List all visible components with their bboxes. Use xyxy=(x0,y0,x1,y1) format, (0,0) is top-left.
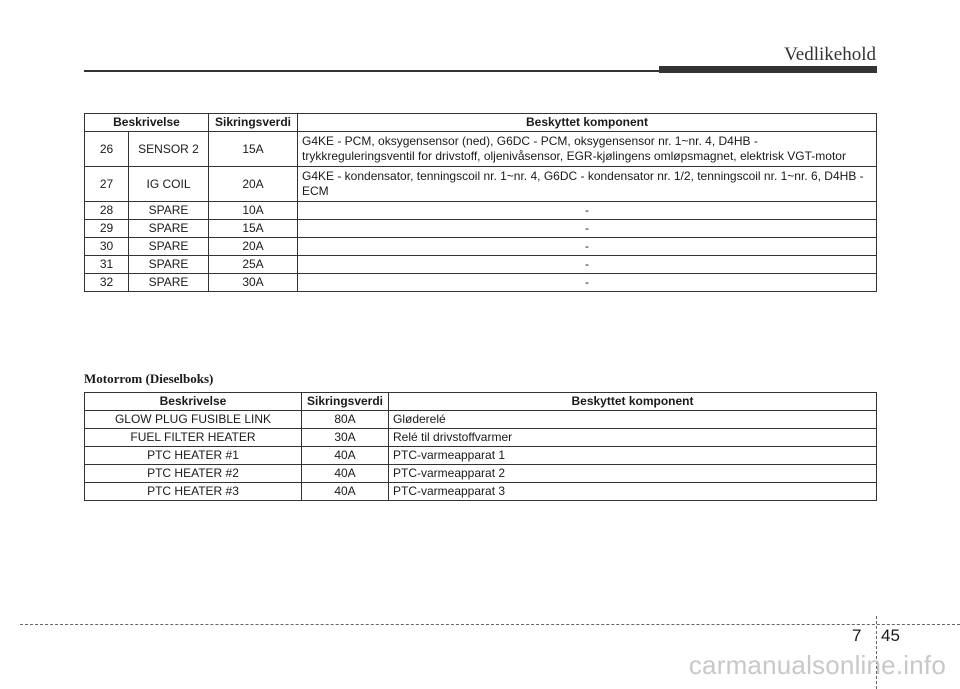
fuse-rating: 30A xyxy=(209,274,298,292)
fuse-name: SENSOR 2 xyxy=(129,132,209,167)
table-row xyxy=(85,132,877,167)
protected-component: PTC-varmeapparat 1 xyxy=(389,447,877,465)
column-header-description: Beskrivelse xyxy=(85,114,209,132)
fuse-rating: 20A xyxy=(209,167,298,202)
fuse-rating: 40A xyxy=(302,465,389,483)
fuse-name: SPARE xyxy=(129,220,209,238)
fuse-number: 31 xyxy=(85,256,129,274)
table-row xyxy=(85,167,877,202)
column-header-rating: Sikringsverdi xyxy=(209,114,298,132)
fuse-number: 29 xyxy=(85,220,129,238)
page-number: 45 xyxy=(881,626,900,645)
protected-component: G4KE - PCM, oksygensensor (ned), G6DC - PCM, oksygensensor nr. 1~nr. 4, D4HB - trykkreguleringsventil for drivstoff, oljenivåsensor, EGR-kjølingens omløpsmagnet, elektrisk VGT-motor xyxy=(298,132,877,167)
table-row xyxy=(85,202,877,220)
fuse-name: PTC HEATER #3 xyxy=(85,483,302,501)
table-row xyxy=(85,274,877,292)
table-row xyxy=(85,465,877,483)
column-header-description: Beskrivelse xyxy=(85,393,302,411)
fuse-rating: 40A xyxy=(302,483,389,501)
header-rule-thick xyxy=(659,66,877,73)
fuse-number: 28 xyxy=(85,202,129,220)
fuse-name: PTC HEATER #1 xyxy=(85,447,302,465)
fuse-table-2 xyxy=(84,392,877,501)
table-row xyxy=(85,238,877,256)
protected-component: - xyxy=(298,238,877,256)
fuse-number: 32 xyxy=(85,274,129,292)
watermark: carmanualsonline.info xyxy=(688,650,946,680)
protected-component: - xyxy=(298,220,877,238)
protected-component: Relé til drivstoffvarmer xyxy=(389,429,877,447)
protected-component: - xyxy=(298,202,877,220)
fuse-rating: 40A xyxy=(302,447,389,465)
chapter-number: 7 xyxy=(852,626,862,645)
section-title-diesel-box: Motorrom (Dieselboks) xyxy=(84,371,214,386)
fuse-name: PTC HEATER #2 xyxy=(85,465,302,483)
protected-component: PTC-varmeapparat 2 xyxy=(389,465,877,483)
fuse-rating: 80A xyxy=(302,411,389,429)
fuse-number: 30 xyxy=(85,238,129,256)
column-header-rating: Sikringsverdi xyxy=(302,393,389,411)
header-rule xyxy=(84,70,659,72)
fuse-name: GLOW PLUG FUSIBLE LINK xyxy=(85,411,302,429)
table-row xyxy=(85,429,877,447)
protected-component: PTC-varmeapparat 3 xyxy=(389,483,877,501)
table-header-row xyxy=(85,114,877,132)
table-row xyxy=(85,447,877,465)
protected-component: - xyxy=(298,274,877,292)
fuse-rating: 15A xyxy=(209,132,298,167)
fuse-name: FUEL FILTER HEATER xyxy=(85,429,302,447)
fuse-name: SPARE xyxy=(129,274,209,292)
fuse-rating: 25A xyxy=(209,256,298,274)
fuse-rating: 10A xyxy=(209,202,298,220)
fuse-number: 27 xyxy=(85,167,129,202)
table-row xyxy=(85,411,877,429)
fuse-name: SPARE xyxy=(129,238,209,256)
protected-component: G4KE - kondensator, tenningscoil nr. 1~nr. 4, G6DC - kondensator nr. 1/2, tenningscoil nr. 1~nr. 6, D4HB - ECM xyxy=(298,167,877,202)
fuse-name: SPARE xyxy=(129,202,209,220)
footer-divider xyxy=(20,624,960,625)
fuse-name: SPARE xyxy=(129,256,209,274)
table-row xyxy=(85,256,877,274)
table-row xyxy=(85,220,877,238)
fuse-table-1 xyxy=(84,113,877,292)
protected-component: - xyxy=(298,256,877,274)
fuse-rating: 30A xyxy=(302,429,389,447)
column-header-component: Beskyttet komponent xyxy=(298,114,877,132)
fuse-rating: 15A xyxy=(209,220,298,238)
fuse-number: 26 xyxy=(85,132,129,167)
page-section-title: Vedlikehold xyxy=(784,44,876,65)
column-header-component: Beskyttet komponent xyxy=(389,393,877,411)
fuse-name: IG COIL xyxy=(129,167,209,202)
fuse-rating: 20A xyxy=(209,238,298,256)
table-header-row xyxy=(85,393,877,411)
protected-component: Gløderelé xyxy=(389,411,877,429)
table-row xyxy=(85,483,877,501)
